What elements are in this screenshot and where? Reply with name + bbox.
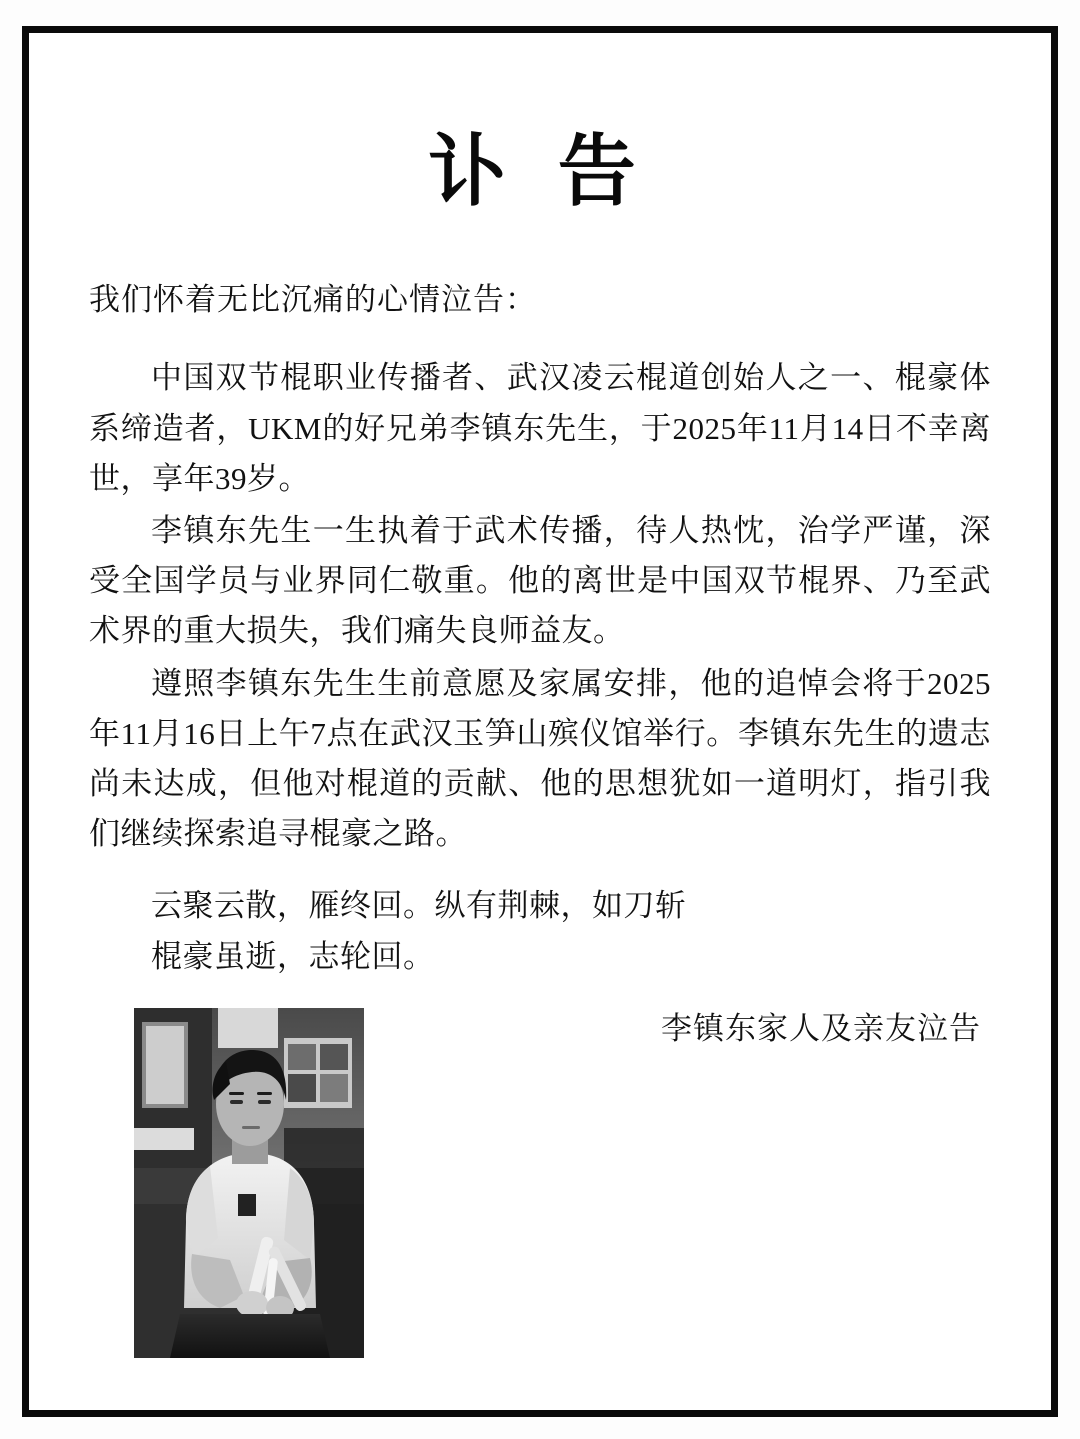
signature-line: 李镇东家人及亲友泣告 [661, 1011, 981, 1046]
paragraph-3: 遵照李镇东先生生前意愿及家属安排，他的追悼会将于2025年11月16日上午7点在武汉玉笋山殡仪馆举行。李镇东先生的遗志尚未达成，但他对棍道的贡献、他的思想犹如一道明灯，指引我们继续探索追寻棍豪之路。 [89, 665, 991, 852]
verse-line-1: 云聚云散，雁终回。纵有荆棘，如刀斩 [151, 888, 687, 924]
body-text [89, 353, 991, 982]
paragraph-1: 中国双节棍职业传播者、武汉凌云棍道创始人之一、棍豪体系缔造者，UKM的好兄弟李镇东先生，于2025年11月14日不幸离世，享年39岁。 [89, 360, 991, 496]
salutation-text: 我们怀着无比沉痛的心情泣告： [89, 281, 537, 317]
mourning-border [22, 26, 1058, 1417]
document-content [89, 103, 991, 1370]
portrait-image [134, 1008, 364, 1358]
paragraph-2: 李镇东先生一生执着于武术传播，待人热忱，治学严谨，深受全国学员与业界同仁敬重。他的离世是中国双节棍界、乃至武术界的重大损失，我们痛失良师益友。 [89, 512, 991, 649]
portrait-photo [134, 1008, 364, 1358]
verse-block [89, 881, 991, 981]
page-title: 讣 告 [428, 128, 652, 215]
verse-line-2: 棍豪虽逝，志轮回。 [151, 938, 435, 974]
